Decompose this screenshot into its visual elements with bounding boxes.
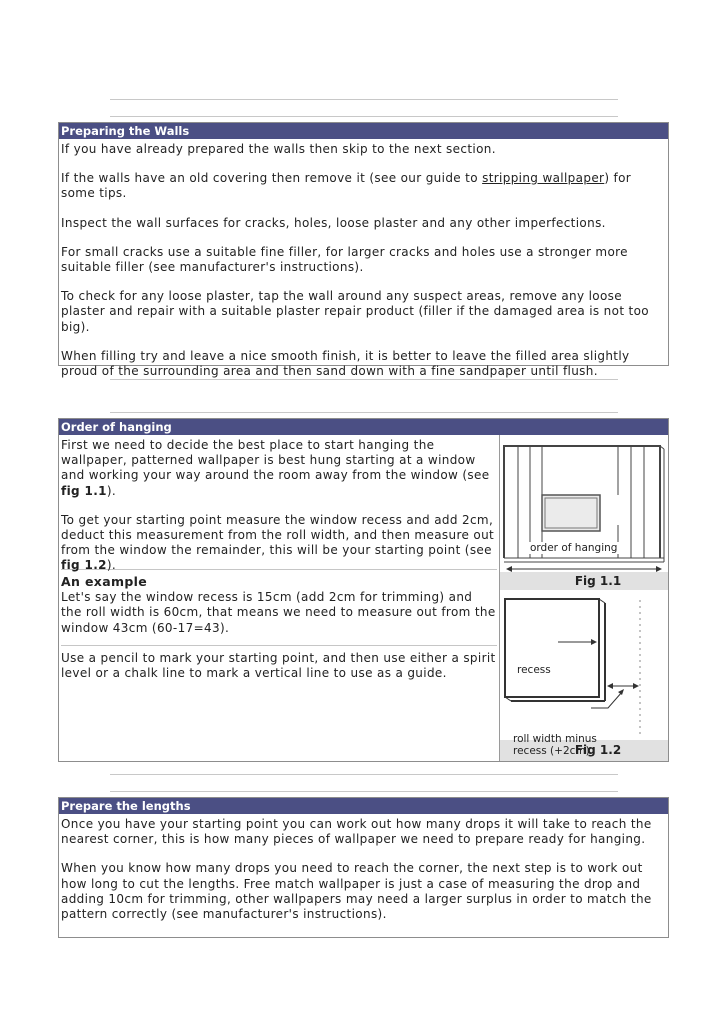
- paragraph: Inspect the wall surfaces for cracks, holes, loose plaster and any other imperfections.: [61, 215, 606, 230]
- paragraph-text: ).: [106, 558, 117, 573]
- fig-reference: fig 1.2: [61, 558, 107, 573]
- paragraph: [61, 171, 666, 201]
- text-block: [59, 646, 499, 681]
- fig-1-1-label: order of hanging: [530, 542, 618, 554]
- divider: [110, 116, 618, 117]
- roll-label-line: recess (+2cm): [513, 745, 590, 757]
- text-block: [59, 435, 499, 573]
- section-preparing-walls: [58, 122, 669, 379]
- divider: [110, 791, 618, 792]
- paragraph-text: First we need to decide the best place to start hanging the wallpaper, patterned wallpaper is best hung starting at a window and working your way around the room away from the window (see: [61, 438, 490, 483]
- paragraph: [61, 438, 497, 499]
- paragraph: [61, 513, 497, 574]
- fig-1-1-caption: Fig 1.1: [500, 572, 668, 590]
- divider: [110, 379, 618, 380]
- paragraph-text: ) for some tips.: [61, 171, 632, 201]
- section-prepare-lengths: [58, 797, 669, 938]
- section-title: Prepare the lengths: [59, 798, 668, 814]
- paragraph: When filling try and leave a nice smooth finish, it is better to leave the filled area slightly proud of the surrounding area and then sand down with a fine sandpaper until flush.: [61, 348, 630, 379]
- paragraph: To check for any loose plaster, tap the wall around any suspect areas, remove any loose plaster and repair with a suitable plaster repair product (filler if the damaged area is not too big).: [61, 289, 649, 334]
- divider: [110, 99, 618, 100]
- paragraph: Use a pencil to mark your starting point, and then use either a spirit level or a chalk line to mark a vertical line to use as a guide.: [61, 651, 496, 681]
- paragraph: When you know how many drops you need to reach the corner, the next step is to work out how long to cut the lengths. Free match wallpaper is just a case of measuring the drop and adding 10cm for trimming, other wallpapers may need a larger surplus in order to match the pattern correctly (see manufacturer's instructions).: [61, 861, 652, 922]
- stripping-wallpaper-link[interactable]: stripping wallpaper: [482, 171, 605, 186]
- text-block: [59, 570, 499, 645]
- paragraph: For small cracks use a suitable fine filler, for larger cracks and holes use a stronger more suitable filler (see manufacturer's instructions).: [61, 244, 628, 275]
- fig-reference: fig 1.1: [61, 483, 107, 498]
- fig-1-2-roll-label: [513, 733, 597, 757]
- window-shape: [542, 495, 600, 531]
- paragraph-text: To get your starting point measure the window recess and add 2cm, deduct this measurement from the roll width, and then measure out from the window the remainder, this will be your starting point (see: [61, 512, 495, 558]
- example-title: An example: [61, 574, 148, 589]
- roll-label-line: roll width minus: [513, 733, 597, 745]
- fig-1-2-caption: Fig 1.2: [500, 740, 668, 761]
- paragraph: Once you have your starting point you can work out how many drops it will take to reach the nearest corner, this is how many pieces of wallpaper we need to prepare ready for hanging.: [61, 817, 652, 847]
- divider: [110, 412, 618, 413]
- section-title: Order of hanging: [59, 419, 668, 435]
- fig-1-2-recess-label: recess: [517, 664, 551, 676]
- figures-column: [500, 435, 668, 761]
- paragraph-text: If the walls have an old covering then remove it (see our guide to: [61, 171, 483, 186]
- section-body: [59, 814, 668, 922]
- instructions-column: [59, 435, 500, 761]
- example-text: Let's say the window recess is 15cm (add 2cm for trimming) and the roll width is 60cm, that means we need to measure out from the window 43cm (60-17=43).: [61, 590, 496, 635]
- section-body: [59, 139, 668, 379]
- divider: [110, 774, 618, 775]
- paragraph-text: ).: [106, 483, 117, 498]
- paragraph: If you have already prepared the walls then skip to the next section.: [61, 142, 496, 156]
- section-title: Preparing the Walls: [59, 123, 668, 139]
- section-order-of-hanging: [58, 418, 669, 762]
